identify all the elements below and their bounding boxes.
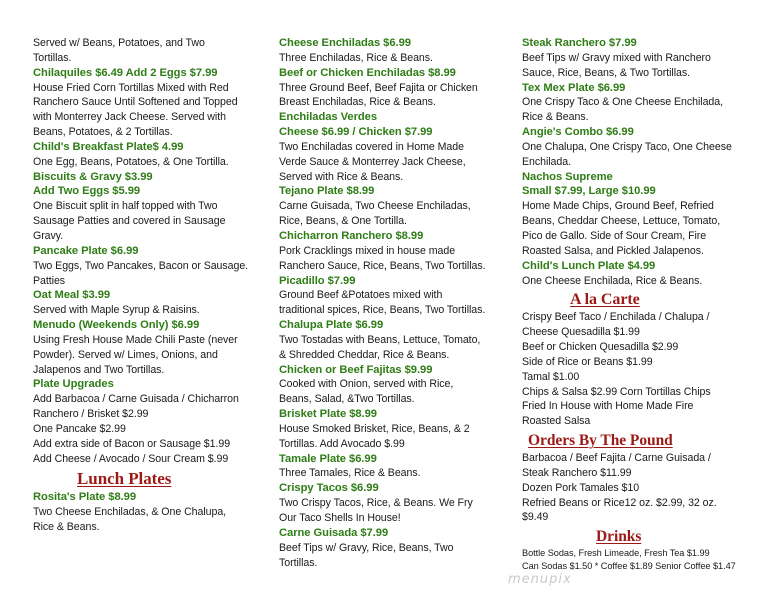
- menu-item-heading: Add Two Eggs $5.99: [33, 185, 141, 198]
- menu-item-description: Tamal $1.00: [522, 370, 580, 383]
- menu-item-description: Beans, Cheddar Cheese, Lettuce, Tomato,: [522, 215, 721, 228]
- menu-item-description: Ranchero Sauce Until Softened and Topped: [33, 96, 238, 109]
- menu-item-description: Enchilada.: [522, 155, 571, 168]
- section-title: Drinks: [596, 528, 642, 546]
- menu-item-heading: Tamale Plate $6.99: [279, 452, 377, 465]
- menu-item-description: Side of Rice or Beans $1.99: [522, 355, 653, 368]
- menu-item-description: One Pancake $2.99: [33, 422, 126, 435]
- menu-item-heading: Chilaquiles $6.49 Add 2 Eggs $7.99: [33, 66, 218, 79]
- menu-item-heading: Cheese Enchiladas $6.99: [279, 37, 411, 49]
- watermark: menupix: [508, 572, 572, 587]
- menu-item-heading: Nachos Supreme: [522, 170, 613, 183]
- menu-item-heading: Tejano Plate $8.99: [279, 185, 375, 198]
- menu-item-description: Roasted Salsa: [522, 415, 591, 428]
- menu-item-description: Ranchero / Brisket $2.99: [33, 408, 149, 421]
- menu-item-description: Three Ground Beef, Beef Fajita or Chicken: [279, 81, 478, 94]
- menu-item-description: Two Eggs, Two Pancakes, Bacon or Sausage.: [33, 259, 249, 272]
- menu-item-heading: Chicharron Ranchero $8.99: [279, 229, 424, 242]
- menu-item-heading: Rosita's Plate $8.99: [33, 491, 137, 504]
- menu-item-description: & Shredded Cheddar, Rice & Beans.: [279, 348, 450, 361]
- menu-item-description: Carne Guisada, Two Cheese Enchiladas,: [279, 200, 471, 213]
- column-1-lines: [33, 36, 261, 535]
- menu-item-heading: Brisket Plate $8.99: [279, 408, 377, 421]
- menu-column-2: [279, 36, 507, 570]
- menu-item-description: Fried In House with Home Made Fire: [522, 400, 694, 413]
- menu-item-description: Three Tamales, Rice & Beans.: [279, 467, 421, 480]
- menu-item-description: Ground Beef &Potatoes mixed with: [279, 289, 443, 302]
- menu-item-description: Cooked with Onion, served with Rice,: [279, 378, 454, 391]
- menu-item-description: One Crispy Taco & One Cheese Enchilada,: [522, 96, 724, 109]
- menu-item-description: with Monterrey Jack Cheese. Served with: [33, 111, 226, 124]
- menu-item-heading: Child's Breakfast Plate$ 4.99: [33, 140, 184, 153]
- menu-item-description: Rice & Beans.: [522, 111, 589, 124]
- menu-item-heading: Chalupa Plate $6.99: [279, 319, 384, 332]
- menu-item-description: Dozen Pork Tamales $10: [522, 481, 640, 494]
- menu-item-heading: Carne Guisada $7.99: [279, 526, 389, 539]
- menu-item-description: Sausage Patties and covered in Sausage: [33, 215, 226, 228]
- menu-item-heading: Pancake Plate $6.99: [33, 244, 139, 257]
- menu-item-description: Served with Rice & Beans.: [279, 170, 404, 183]
- menu-item-description: Cheese Quesadilla $1.99: [522, 326, 640, 339]
- menu-item-description: Beef or Chicken Quesadilla $2.99: [522, 341, 679, 354]
- menu-item-description: Tortillas. Add Avocado $.99: [279, 437, 405, 450]
- menu-item-description: Jalapenos and Two Tortillas.: [33, 363, 165, 376]
- menu-item-description: Using Fresh House Made Chili Paste (never: [33, 333, 238, 346]
- menu-item-description: Powder). Served w/ Limes, Onions, and: [33, 348, 218, 361]
- menu-item-description: Roasted Salsa, and Pickled Jalapenos.: [522, 244, 704, 257]
- menu-item-description: One Chalupa, One Crispy Taco, One Cheese: [522, 140, 732, 153]
- drink-prices-line: Bottle Sodas, Fresh Limeade, Fresh Tea $1.99: [522, 548, 710, 559]
- menu-item-description: House Smoked Brisket, Rice, Beans, & 2: [279, 422, 470, 435]
- section-title: Orders By The Pound: [528, 432, 673, 450]
- menu-item-heading: Plate Upgrades: [33, 378, 114, 391]
- menu-item-description: Two Crispy Tacos, Rice, & Beans. We Fry: [279, 497, 473, 510]
- menu-item-heading: Angie's Combo $6.99: [522, 126, 634, 139]
- section-title: Lunch Plates: [77, 469, 172, 489]
- menu-item-description: Beans, Potatoes, & 2 Tortillas.: [33, 126, 173, 139]
- menu-item-heading: Beef or Chicken Enchiladas $8.99: [279, 66, 456, 79]
- menu-item-heading: Crispy Tacos $6.99: [279, 482, 379, 495]
- menu-item-description: Home Made Chips, Ground Beef, Refried: [522, 200, 714, 213]
- menu-item-description: One Egg, Beans, Potatoes, & One Tortilla.: [33, 155, 229, 168]
- menu-item-description: Served with Maple Syrup & Raisins.: [33, 304, 200, 317]
- menu-item-description: One Cheese Enchilada, Rice & Beans.: [522, 274, 703, 287]
- menu-item-description: Ranchero Sauce, Rice, Beans, Two Tortillas.: [279, 259, 486, 272]
- menu-item-description: Sauce, Rice, Beans, & Two Tortillas.: [522, 66, 690, 79]
- menu-item-description: Crispy Beef Taco / Enchilada / Chalupa /: [522, 311, 710, 324]
- menu-item-heading: Tex Mex Plate $6.99: [522, 81, 626, 94]
- menu-item-description: Steak Ranchero $11.99: [522, 466, 632, 479]
- menu-item-description: One Biscuit split in half topped with Two: [33, 200, 218, 213]
- menu-item-description: Three Enchiladas, Rice & Beans.: [279, 51, 433, 64]
- section-title: A la Carte: [570, 291, 640, 309]
- drink-prices-line: Can Sodas $1.50 * Coffee $1.89 Senior Coffee $1.47: [522, 561, 736, 572]
- menu-item-heading: Enchiladas Verdes: [279, 111, 378, 124]
- menu-item-description: Tortillas.: [33, 51, 72, 64]
- menu-item-description: Served w/ Beans, Potatoes, and Two: [33, 37, 205, 49]
- menu-item-description: Beans, Salad, &Two Tortillas.: [279, 393, 415, 406]
- menu-item-description: Rice & Beans.: [33, 521, 100, 534]
- menu-item-description: Rice, Beans, & One Tortilla.: [279, 215, 407, 228]
- menu-item-heading: Picadillo $7.99: [279, 274, 356, 287]
- menu-item-description: Add Cheese / Avocado / Sour Cream $.99: [33, 452, 229, 465]
- menu-item-description: Chips & Salsa $2.99 Corn Tortillas Chips: [522, 385, 711, 398]
- column-2-lines: [279, 36, 507, 570]
- menu-item-description: Two Enchiladas covered in Home Made: [279, 140, 464, 153]
- menu-item-description: Two Cheese Enchiladas, & One Chalupa,: [33, 506, 227, 519]
- menu-item-description: Our Taco Shells In House!: [279, 512, 401, 524]
- menu-item-description: Add extra side of Bacon or Sausage $1.99: [33, 437, 231, 450]
- menu-item-heading: Cheese $6.99 / Chicken $7.99: [279, 126, 433, 139]
- menu-item-description: Two Tostadas with Beans, Lettuce, Tomato,: [279, 333, 481, 346]
- menu-item-heading: Biscuits & Gravy $3.99: [33, 170, 153, 183]
- menu-item-description: Tortillas.: [279, 556, 318, 569]
- menu-item-description: Breast Enchiladas, Rice & Beans.: [279, 96, 436, 109]
- menu-item-heading: Menudo (Weekends Only) $6.99: [33, 319, 200, 332]
- menu-item-description: $9.49: [522, 511, 549, 524]
- menu-item-description: Beef Tips w/ Gravy, Rice, Beans, Two: [279, 541, 454, 554]
- menu-item-heading: Oat Meal $3.99: [33, 289, 111, 302]
- menu-item-description: Pork Cracklings mixed in house made: [279, 244, 456, 257]
- menu-item-heading: Chicken or Beef Fajitas $9.99: [279, 363, 433, 376]
- menu-item-description: Gravy.: [33, 229, 64, 242]
- menu-column-3: [522, 36, 758, 573]
- menu-item-description: Add Barbacoa / Carne Guisada / Chicharron: [33, 393, 239, 406]
- menu-item-description: House Fried Corn Tortillas Mixed with Red: [33, 81, 229, 94]
- menu-item-heading: Child's Lunch Plate $4.99: [522, 259, 656, 272]
- menu-item-heading: Small $7.99, Large $10.99: [522, 185, 656, 198]
- menu-item-description: Verde Sauce & Monterrey Jack Cheese,: [279, 155, 466, 168]
- menu-column-1: [33, 36, 261, 535]
- column-3-lines: [522, 36, 758, 573]
- menu-item-description: Barbacoa / Beef Fajita / Carne Guisada /: [522, 452, 711, 465]
- menu-item-description: Patties: [33, 274, 66, 287]
- menu-item-description: Pico de Gallo. Side of Sour Cream, Fire: [522, 229, 707, 242]
- menu-item-heading: Steak Ranchero $7.99: [522, 37, 637, 49]
- menu-item-description: Beef Tips w/ Gravy mixed with Ranchero: [522, 51, 711, 64]
- menu-item-description: Refried Beans or Rice12 oz. $2.99, 32 oz.: [522, 496, 717, 509]
- menu-item-description: traditional spices, Rice, Beans, Two Tortillas.: [279, 304, 486, 317]
